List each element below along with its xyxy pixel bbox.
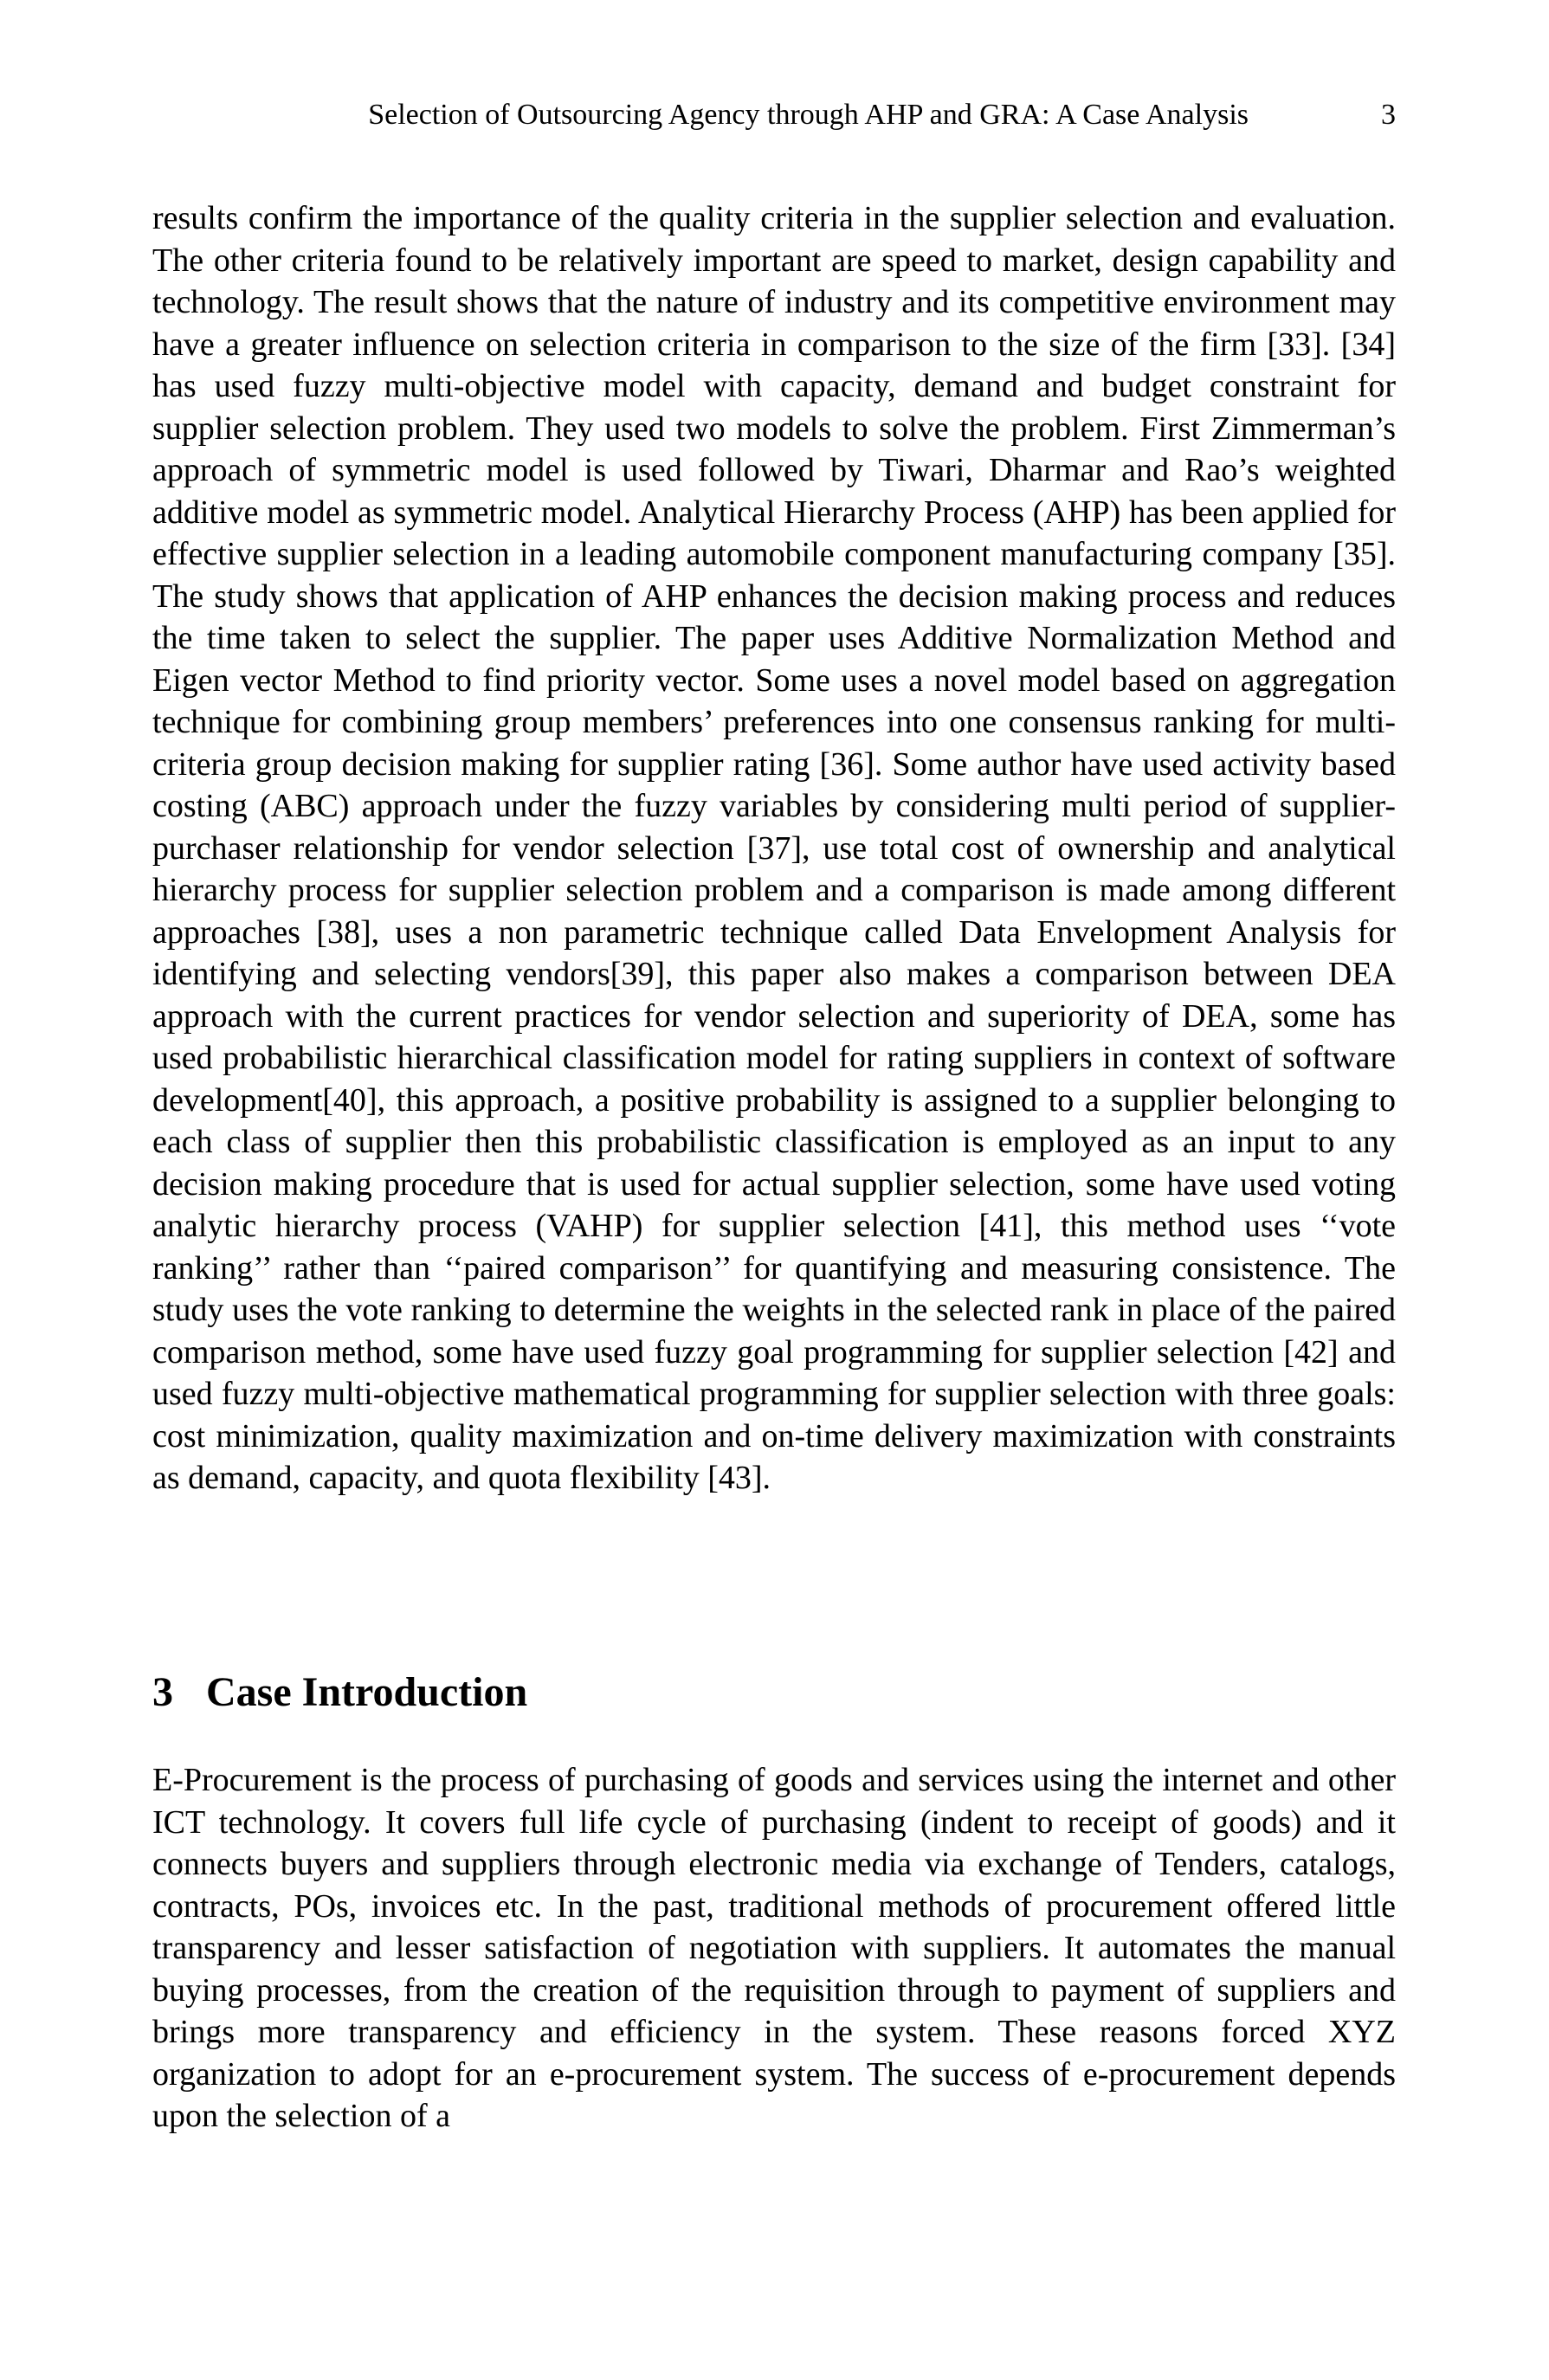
- paragraph-text: E-Procurement is the process of purchasing of goods and services using the internet and other ICT technology. It covers full life cycle of purchasing (indent to receipt of goods) and it connects buyers and suppliers through electronic media via exchange of Tenders, catalogs, contracts, POs, invoices etc. In the past, traditional methods of procurement offered little transparency and lesser satisfaction of negotiation with suppliers. It automates the manual buying processes, from the creation of the requisition through to payment of suppliers and brings more transparency and efficiency in the system. These reasons forced XYZ organization to adopt for an e-procurement system. The success of e-procurement depends upon the selection of a: [152, 1762, 1396, 2134]
- running-title: Selection of Outsourcing Agency through AHP and GRA: A Case Analysis: [368, 99, 1249, 131]
- page-number: 3: [1381, 99, 1396, 131]
- section-title: Case Introduction: [206, 1669, 528, 1715]
- section-number: 3: [152, 1669, 173, 1715]
- section-heading: [152, 1667, 1396, 1719]
- body-paragraph-1: [152, 197, 1396, 1500]
- paragraph-text: results confirm the importance of the quality criteria in the supplier selection and evaluation. The other criteria found to be relatively important are speed to market, design capability and technology. The result shows that the nature of industry and its competitive environment may have a greater influence on selection criteria in comparison to the size of the firm [33]. [34] has used fuzzy multi-objective model with capacity, demand and budget constraint for supplier selection problem. They used two models to solve the problem. First Zimmerman’s approach of symmetric model is used followed by Tiwari, Dharmar and Rao’s weighted additive model as symmetric model. Analytical Hierarchy Process (AHP) has been applied for effective supplier selection in a leading automobile component manufacturing company [35]. The study shows that application of AHP enhances the decision making process and reduces the time taken to select the supplier. The paper uses Additive Normalization Method and Eigen vector Method to find priority vector. Some uses a novel model based on aggregation technique for combining group members’ preferences into one consensus ranking for multi-criteria group decision making for supplier rating [36]. Some author have used activity based costing (ABC) approach under the fuzzy variables by considering multi period of supplier-purchaser relationship for vendor selection [37], use total cost of ownership and analytical hierarchy process for supplier selection problem and a comparison is made among different approaches [38], uses a non parametric technique called Data Envelopment Analysis for identifying and selecting vendors[39], this paper also makes a comparison between DEA approach with the current practices for vendor selection and superiority of DEA, some has used probabilistic hierarchical classification model for rating suppliers in context of software development[40], this approach, a positive probability is assigned to a supplier belonging to each class of supplier then this probabilistic classification is employed as an input to any decision making procedure that is used for actual supplier selection, some have used voting analytic hierarchy process (VAHP) for supplier selection [41], this method uses ‘‘vote ranking’’ rather than ‘‘paired comparison’’ for quantifying and measuring consistence. The study uses the vote ranking to determine the weights in the selected rank in place of the paired comparison method, some have used fuzzy goal programming for supplier selection [42] and used fuzzy multi-objective mathematical programming for supplier selection with three goals: cost minimization, quality maximization and on-time delivery maximization with constraints as demand, capacity, and quota flexibility [43].: [152, 200, 1396, 1496]
- running-head: [152, 94, 1396, 137]
- body-paragraph-2: [152, 1759, 1396, 2138]
